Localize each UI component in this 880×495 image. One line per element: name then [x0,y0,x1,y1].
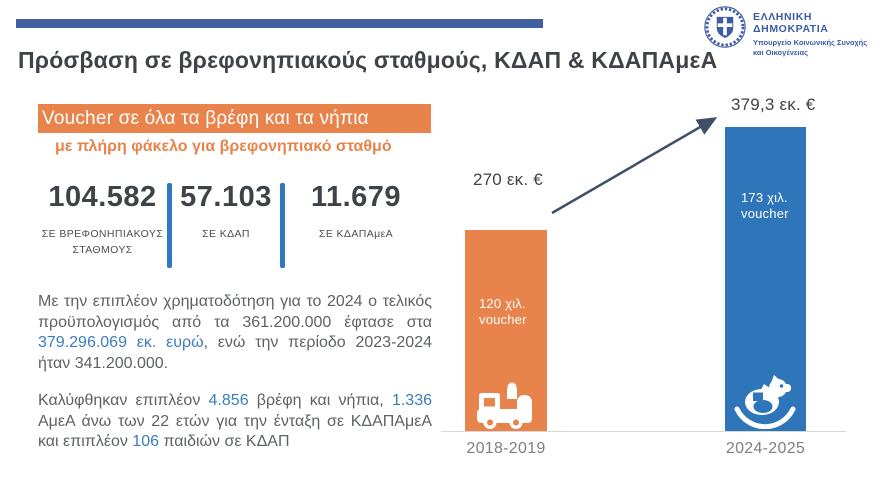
bar-2018-voucher-word: voucher [479,312,527,327]
ministry-dept-line2: και Οικογένειας [753,47,809,57]
bar-2018-inner-label [479,296,547,328]
header-accent-bar [16,19,543,28]
growth-arrow-icon [540,103,730,223]
voucher-banner [38,104,431,133]
voucher-banner-title: Voucher σε όλα τα βρέφη και τα νήπια [42,108,369,129]
ministry-dept-line1: Υπουργείο Κοινωνικής Συνοχής [753,38,868,47]
toy-train-icon [477,381,534,429]
bar-value-label-2024: 379,3 εκ. € [731,95,816,114]
x-axis-label-2024: 2024-2025 [725,440,806,457]
ministry-logo [703,5,880,57]
page-title: Πρόσβαση σε βρεφονηπιακούς σταθμούς, ΚΔΑΠ & ΚΔΑΠΑμεΑ [18,47,718,73]
bar-2018-2019 [465,230,547,432]
stat-nurseries-value: 104.582 [48,181,157,213]
coverage-paragraph: Καλύφθηκαν επιπλέον 4.856 βρέφη και νήπια, 1.336 ΑμεΑ άνω των 22 ετών για την ένταξη σε ΚΔΑΠΑμεΑ και επιπλέον 106 παιδιών σε ΚΔΑΠ [38,392,432,450]
voucher-banner-subtitle: με πλήρη φάκελο για βρεφονηπιακό σταθμό [55,138,392,155]
stat-nurseries-label: ΣΕ ΒΡΕΦΟΝΗΠΙΑΚΟΥΣ ΣΤΑΘΜΟΥΣ [41,228,164,256]
funding-paragraph: Με την επιπλέον χρηματοδότηση για το 2024 ο τελικός προϋπολογισμός από τα 361.200.000 έφτασε στα 379.296.069 εκ. ευρώ, ενώ την περίοδο 2023-2024 ήταν 341.200.000. [38,293,432,372]
bar-2024-voucher-count: 173 χιλ. [741,190,788,205]
stat-kdap-label: ΣΕ ΚΔΑΠ [202,228,250,240]
stat-kdapamea-value: 11.679 [310,181,402,213]
bar-2024-voucher-word: voucher [741,206,789,221]
chart-baseline [441,431,846,432]
stats-row [38,181,432,268]
stat-kdapamea [285,181,427,268]
rocking-horse-icon [734,375,796,429]
stat-nurseries [38,181,167,268]
greek-coat-of-arms-icon [703,5,747,49]
stat-kdap [172,181,280,268]
bar-2024-2025 [725,127,806,432]
bar-value-label-2018: 270 εκ. € [473,170,543,189]
stat-kdapamea-label: ΣΕ ΚΔΑΠΑμεΑ [318,228,394,240]
stat-kdap-value: 57.103 [180,181,272,213]
ministry-name: ΕΛΛΗΝΙΚΗ ΔΗΜΟΚΡΑΤΙΑ [753,11,829,35]
bar-2024-inner-label [741,190,806,222]
ministry-logo-text [753,5,880,57]
bar-2018-voucher-count: 120 χιλ. [479,296,526,311]
x-axis-label-2018: 2018-2019 [466,440,546,457]
